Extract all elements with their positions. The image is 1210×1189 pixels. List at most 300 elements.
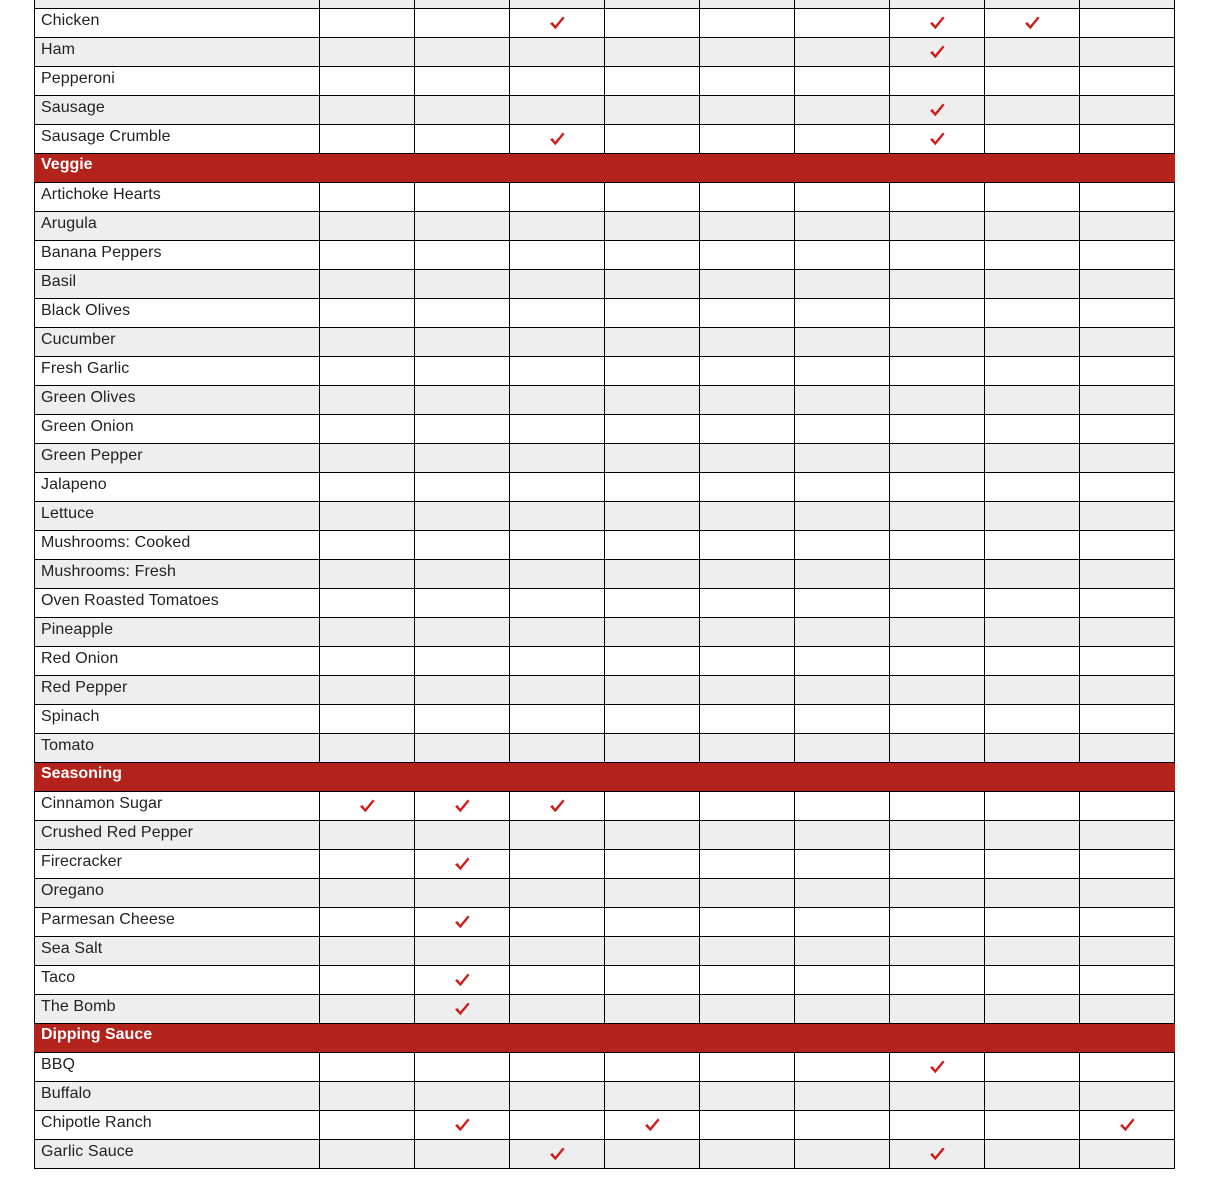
allergen-cell (985, 0, 1080, 9)
allergen-table (34, 0, 1175, 1169)
ingredient-name: Garlic Sauce (35, 1140, 320, 1169)
allergen-cell (605, 966, 700, 995)
allergen-cell (700, 0, 795, 9)
allergen-cell (320, 96, 415, 125)
allergen-cell (795, 328, 890, 357)
allergen-cell (700, 1140, 795, 1169)
allergen-cell (700, 1082, 795, 1111)
allergen-cell (890, 386, 985, 415)
allergen-cell (605, 125, 700, 154)
allergen-cell (510, 734, 605, 763)
allergen-cell (415, 38, 510, 67)
allergen-cell (605, 328, 700, 357)
allergen-cell (510, 618, 605, 647)
table-row (35, 589, 1175, 618)
allergen-cell (510, 937, 605, 966)
allergen-cell (1080, 328, 1175, 357)
ingredient-name: Chipotle Ranch (35, 1111, 320, 1140)
allergen-cell (890, 38, 985, 67)
allergen-cell (415, 850, 510, 879)
allergen-cell (985, 734, 1080, 763)
allergen-cell (1080, 821, 1175, 850)
allergen-cell (1080, 212, 1175, 241)
allergen-cell (1080, 1082, 1175, 1111)
allergen-cell (320, 734, 415, 763)
ingredient-name: Fresh Garlic (35, 357, 320, 386)
checkmark-icon (928, 44, 946, 60)
checkmark-icon (453, 1117, 471, 1133)
allergen-cell (605, 705, 700, 734)
allergen-cell (795, 908, 890, 937)
allergen-cell (700, 821, 795, 850)
ingredient-name: Taco (35, 966, 320, 995)
allergen-cell (795, 792, 890, 821)
allergen-cell (985, 937, 1080, 966)
allergen-cell (320, 386, 415, 415)
table-row (35, 386, 1175, 415)
table-row (35, 183, 1175, 212)
ingredient-name: Chicken (35, 9, 320, 38)
allergen-cell (415, 618, 510, 647)
table-row (35, 821, 1175, 850)
allergen-cell (510, 386, 605, 415)
allergen-cell (510, 357, 605, 386)
checkmark-icon (453, 972, 471, 988)
allergen-cell (795, 125, 890, 154)
allergen-cell (890, 1140, 985, 1169)
allergen-cell (985, 328, 1080, 357)
allergen-cell (1080, 1053, 1175, 1082)
allergen-cell (605, 647, 700, 676)
allergen-cell (795, 67, 890, 96)
allergen-cell (415, 386, 510, 415)
allergen-cell (890, 879, 985, 908)
allergen-cell (510, 1140, 605, 1169)
allergen-cell (795, 850, 890, 879)
allergen-cell (890, 502, 985, 531)
checkmark-icon (358, 798, 376, 814)
allergen-cell (510, 908, 605, 937)
allergen-cell (700, 908, 795, 937)
table-row (35, 792, 1175, 821)
table-row (35, 966, 1175, 995)
allergen-cell (605, 67, 700, 96)
allergen-cell (700, 212, 795, 241)
checkmark-icon (548, 15, 566, 31)
allergen-cell (1080, 734, 1175, 763)
allergen-cell (890, 9, 985, 38)
allergen-cell (1080, 1111, 1175, 1140)
ingredient-name: Green Onion (35, 415, 320, 444)
allergen-cell (320, 792, 415, 821)
allergen-cell (985, 531, 1080, 560)
allergen-cell (320, 850, 415, 879)
allergen-cell (605, 9, 700, 38)
table-body (35, 0, 1175, 1169)
allergen-cell (985, 67, 1080, 96)
allergen-cell (795, 1111, 890, 1140)
allergen-cell (1080, 96, 1175, 125)
allergen-cell (510, 299, 605, 328)
allergen-cell (890, 589, 985, 618)
allergen-cell (985, 357, 1080, 386)
ingredient-name: Mushrooms: Fresh (35, 560, 320, 589)
allergen-cell (1080, 9, 1175, 38)
allergen-cell (795, 241, 890, 270)
allergen-cell (985, 821, 1080, 850)
allergen-cell (320, 1082, 415, 1111)
allergen-cell (510, 1053, 605, 1082)
allergen-cell (605, 792, 700, 821)
ingredient-name: Sausage Crumble (35, 125, 320, 154)
allergen-cell (320, 1053, 415, 1082)
allergen-cell (985, 966, 1080, 995)
allergen-cell (700, 270, 795, 299)
ingredient-name: Sausage (35, 96, 320, 125)
allergen-cell (795, 531, 890, 560)
allergen-cell (795, 9, 890, 38)
checkmark-icon (453, 798, 471, 814)
allergen-cell (700, 705, 795, 734)
allergen-cell (510, 96, 605, 125)
allergen-cell (415, 0, 510, 9)
allergen-cell (890, 241, 985, 270)
allergen-cell (320, 908, 415, 937)
allergen-cell (795, 937, 890, 966)
allergen-cell (415, 531, 510, 560)
allergen-cell (320, 618, 415, 647)
ingredient-name: Black Olives (35, 299, 320, 328)
allergen-cell (605, 357, 700, 386)
allergen-cell (795, 502, 890, 531)
allergen-cell (1080, 299, 1175, 328)
allergen-cell (700, 386, 795, 415)
table-row (35, 531, 1175, 560)
allergen-cell (605, 850, 700, 879)
allergen-cell (700, 328, 795, 357)
allergen-cell (605, 1111, 700, 1140)
allergen-cell (795, 821, 890, 850)
ingredient-name: Firecracker (35, 850, 320, 879)
allergen-cell (985, 473, 1080, 502)
table-row (35, 96, 1175, 125)
allergen-cell (985, 995, 1080, 1024)
allergen-cell (605, 415, 700, 444)
allergen-cell (985, 879, 1080, 908)
allergen-cell (700, 966, 795, 995)
allergen-cell (605, 676, 700, 705)
allergen-cell (510, 821, 605, 850)
allergen-cell (890, 937, 985, 966)
allergen-cell (320, 38, 415, 67)
allergen-cell (890, 792, 985, 821)
allergen-cell (1080, 705, 1175, 734)
checkmark-icon (928, 1059, 946, 1075)
allergen-cell (510, 38, 605, 67)
allergen-cell (700, 879, 795, 908)
allergen-cell (890, 1111, 985, 1140)
allergen-cell (320, 270, 415, 299)
allergen-cell (700, 1111, 795, 1140)
table-row (35, 647, 1175, 676)
allergen-cell (1080, 38, 1175, 67)
allergen-cell (1080, 792, 1175, 821)
section-header (35, 154, 1175, 183)
allergen-cell (985, 1082, 1080, 1111)
allergen-cell (700, 560, 795, 589)
allergen-cell (320, 995, 415, 1024)
ingredient-name: Ham (35, 38, 320, 67)
allergen-cell (320, 67, 415, 96)
allergen-cell (605, 502, 700, 531)
allergen-cell (890, 67, 985, 96)
allergen-cell (320, 357, 415, 386)
allergen-cell (985, 299, 1080, 328)
ingredient-name: Basil (35, 270, 320, 299)
ingredient-name: Banana Peppers (35, 241, 320, 270)
allergen-cell (415, 473, 510, 502)
table-row (35, 270, 1175, 299)
allergen-cell (605, 1053, 700, 1082)
allergen-cell (795, 676, 890, 705)
allergen-cell (510, 966, 605, 995)
allergen-cell (1080, 560, 1175, 589)
allergen-cell (510, 270, 605, 299)
allergen-cell (1080, 1140, 1175, 1169)
section-title: Dipping Sauce (35, 1024, 1175, 1053)
table-row (35, 67, 1175, 96)
allergen-cell (510, 241, 605, 270)
allergen-cell (1080, 966, 1175, 995)
allergen-cell (700, 792, 795, 821)
allergen-cell (605, 183, 700, 212)
allergen-cell (320, 183, 415, 212)
ingredient-name: Red Pepper (35, 676, 320, 705)
allergen-cell (700, 589, 795, 618)
allergen-cell (320, 125, 415, 154)
allergen-cell (605, 589, 700, 618)
allergen-cell (320, 241, 415, 270)
allergen-cell (415, 1140, 510, 1169)
allergen-cell (415, 270, 510, 299)
checkmark-icon (453, 856, 471, 872)
table-row (35, 1140, 1175, 1169)
allergen-cell (700, 734, 795, 763)
allergen-cell (1080, 125, 1175, 154)
allergen-cell (605, 908, 700, 937)
allergen-cell (605, 618, 700, 647)
section-header (35, 763, 1175, 792)
allergen-cell (510, 995, 605, 1024)
checkmark-icon (928, 0, 946, 2)
allergen-cell (890, 0, 985, 9)
allergen-cell (795, 38, 890, 67)
allergen-cell (510, 1111, 605, 1140)
allergen-cell (700, 415, 795, 444)
checkmark-icon (1118, 1117, 1136, 1133)
table-row (35, 850, 1175, 879)
table-row (35, 937, 1175, 966)
allergen-cell (1080, 908, 1175, 937)
table-row (35, 908, 1175, 937)
ingredient-name: Red Onion (35, 647, 320, 676)
allergen-cell (890, 212, 985, 241)
allergen-cell (985, 850, 1080, 879)
allergen-cell (890, 995, 985, 1024)
allergen-cell (510, 502, 605, 531)
allergen-cell (1080, 531, 1175, 560)
allergen-cell (795, 560, 890, 589)
allergen-cell (890, 183, 985, 212)
table-row (35, 444, 1175, 473)
allergen-cell (795, 589, 890, 618)
allergen-cell (320, 444, 415, 473)
allergen-cell (320, 937, 415, 966)
allergen-cell (320, 473, 415, 502)
allergen-cell (510, 212, 605, 241)
allergen-cell (890, 821, 985, 850)
table-row (35, 212, 1175, 241)
allergen-cell (700, 9, 795, 38)
allergen-cell (415, 1111, 510, 1140)
allergen-cell (320, 647, 415, 676)
table-row (35, 705, 1175, 734)
allergen-cell (700, 850, 795, 879)
allergen-cell (795, 705, 890, 734)
allergen-cell (700, 618, 795, 647)
allergen-cell (795, 618, 890, 647)
allergen-cell (890, 705, 985, 734)
allergen-cell (795, 357, 890, 386)
ingredient-name: Jalapeno (35, 473, 320, 502)
allergen-cell (510, 9, 605, 38)
allergen-cell (985, 589, 1080, 618)
allergen-cell (605, 299, 700, 328)
allergen-cell (985, 647, 1080, 676)
allergen-cell (795, 1082, 890, 1111)
allergen-cell (510, 415, 605, 444)
allergen-cell (415, 734, 510, 763)
allergen-cell (510, 589, 605, 618)
table-row (35, 415, 1175, 444)
allergen-cell (700, 531, 795, 560)
allergen-cell (700, 38, 795, 67)
allergen-cell (700, 183, 795, 212)
allergen-cell (700, 473, 795, 502)
table-row (35, 1111, 1175, 1140)
checkmark-icon (928, 131, 946, 147)
allergen-cell (605, 937, 700, 966)
allergen-cell (890, 415, 985, 444)
allergen-cell (890, 328, 985, 357)
checkmark-icon (928, 1146, 946, 1162)
table-row (35, 125, 1175, 154)
allergen-cell (890, 125, 985, 154)
checkmark-icon (453, 914, 471, 930)
allergen-cell (510, 473, 605, 502)
allergen-cell (985, 1053, 1080, 1082)
allergen-cell (985, 444, 1080, 473)
checkmark-icon (453, 1001, 471, 1017)
allergen-cell (415, 96, 510, 125)
table-row (35, 241, 1175, 270)
allergen-cell (1080, 589, 1175, 618)
allergen-cell (700, 125, 795, 154)
allergen-cell (700, 1053, 795, 1082)
allergen-cell (510, 183, 605, 212)
allergen-cell (605, 531, 700, 560)
allergen-cell (605, 821, 700, 850)
ingredient-name: Spinach (35, 705, 320, 734)
table-row (35, 9, 1175, 38)
table-row (35, 473, 1175, 502)
allergen-cell (605, 0, 700, 9)
allergen-cell (605, 212, 700, 241)
allergen-cell (985, 705, 1080, 734)
allergen-cell (700, 995, 795, 1024)
allergen-cell (985, 270, 1080, 299)
allergen-cell (700, 676, 795, 705)
checkmark-icon (928, 102, 946, 118)
allergen-cell (890, 96, 985, 125)
allergen-cell (510, 705, 605, 734)
ingredient-name: Pepperoni (35, 67, 320, 96)
table-row (35, 995, 1175, 1024)
table-row (35, 357, 1175, 386)
allergen-cell (510, 67, 605, 96)
allergen-cell (415, 183, 510, 212)
allergen-cell (320, 589, 415, 618)
checkmark-icon (548, 131, 566, 147)
allergen-cell (795, 734, 890, 763)
allergen-cell (415, 357, 510, 386)
section-header (35, 1024, 1175, 1053)
allergen-cell (1080, 415, 1175, 444)
allergen-cell (700, 241, 795, 270)
ingredient-name: The Bomb (35, 995, 320, 1024)
allergen-cell (795, 183, 890, 212)
allergen-cell (985, 792, 1080, 821)
allergen-cell (890, 1053, 985, 1082)
allergen-cell (985, 96, 1080, 125)
allergen-cell (415, 299, 510, 328)
allergen-cell (985, 212, 1080, 241)
allergen-cell (890, 473, 985, 502)
table-row (35, 734, 1175, 763)
allergen-cell (1080, 647, 1175, 676)
allergen-cell (605, 1082, 700, 1111)
ingredient-name: Tomato (35, 734, 320, 763)
allergen-cell (890, 850, 985, 879)
table-row (35, 502, 1175, 531)
allergen-cell (795, 415, 890, 444)
allergen-cell (890, 444, 985, 473)
allergen-cell (1080, 270, 1175, 299)
allergen-cell (510, 560, 605, 589)
allergen-cell (415, 502, 510, 531)
ingredient-name: Cinnamon Sugar (35, 792, 320, 821)
allergen-cell (985, 386, 1080, 415)
allergen-cell (415, 966, 510, 995)
allergen-cell (1080, 357, 1175, 386)
checkmark-icon (928, 15, 946, 31)
table-row (35, 879, 1175, 908)
allergen-cell (415, 792, 510, 821)
allergen-cell (1080, 995, 1175, 1024)
ingredient-name: Arugula (35, 212, 320, 241)
allergen-cell (700, 67, 795, 96)
allergen-cell (320, 1111, 415, 1140)
